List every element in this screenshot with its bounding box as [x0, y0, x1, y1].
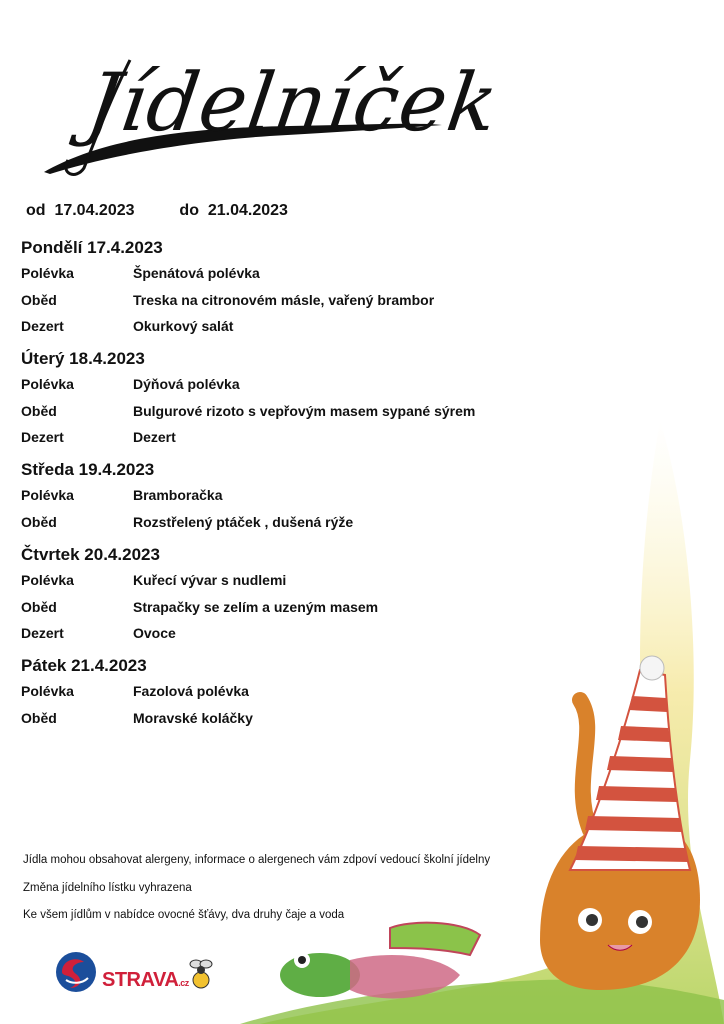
menu-row	[21, 287, 581, 314]
menu-dish: Fazolová polévka	[133, 683, 249, 699]
bee-icon	[186, 956, 216, 990]
page-title: Jídelníček	[81, 56, 505, 149]
menu-dish: Špenátová polévka	[133, 265, 260, 281]
menu-dish: Bulgurové rizoto s vepřovým masem sypané sýrem	[133, 402, 476, 419]
menu-dish: Dýňová polévka	[133, 376, 240, 392]
menu-dish: Okurkový salát	[133, 318, 234, 334]
menu-category: Dezert	[21, 429, 64, 445]
menu-category: Dezert	[21, 318, 64, 334]
menu-category: Polévka	[21, 683, 74, 699]
drinks-note: Ke všem jídlům v nabídce ovocné šťávy, dva druhy čaje a voda	[23, 909, 345, 921]
menu-category: Oběd	[21, 598, 57, 615]
menu-row	[21, 371, 581, 398]
day-title: Pondělí 17.4.2023	[21, 238, 163, 257]
strava-logo-icon	[54, 950, 98, 994]
menu-category: Polévka	[21, 265, 74, 281]
menu-row	[21, 313, 581, 340]
menu-category: Polévka	[21, 487, 74, 503]
menu-dish: Rozstřelený ptáček , dušená rýže	[133, 513, 354, 530]
menu-category: Oběd	[21, 402, 57, 419]
allergen-note: Jídla mohou obsahovat alergeny, informace o alergenech vám zdpoví vedoucí školní jídelny	[23, 854, 491, 866]
menu-title-lettering	[40, 40, 505, 190]
menu-category: Polévka	[21, 572, 74, 588]
range-from-date: 17.04.2023	[54, 202, 135, 219]
menu-category: Oběd	[21, 709, 57, 726]
range-to-date: 21.04.2023	[207, 202, 288, 219]
change-note: Změna jídelního lístku vyhrazena	[23, 881, 192, 894]
day-monday	[21, 236, 581, 340]
range-to-label: do	[179, 202, 199, 219]
menu-dish: Kuřecí vývar s nudlemi	[133, 572, 287, 588]
menu-dish: Strapačky se zelím a uzeným masem	[133, 598, 379, 615]
cat-illustration	[240, 400, 724, 1024]
range-from-label: od	[26, 202, 46, 219]
menu-row	[21, 260, 581, 287]
menu-category: Oběd	[21, 513, 57, 530]
menu-category: Dezert	[21, 625, 64, 641]
menu-category: Polévka	[21, 376, 74, 392]
menu-dish: Ovoce	[133, 625, 176, 641]
day-title: Pátek 21.4.2023	[21, 656, 147, 675]
menu-dish: Dezert	[133, 429, 176, 445]
day-title: Čtvrtek 20.4.2023	[21, 545, 160, 564]
strava-logo	[54, 950, 234, 1004]
day-title: Úterý 18.4.2023	[21, 349, 145, 368]
menu-category: Oběd	[21, 291, 57, 308]
menu-dish: Bramboračka	[133, 487, 223, 503]
menu-dish: Moravské koláčky	[133, 709, 253, 726]
date-range	[26, 202, 288, 220]
day-title: Středa 19.4.2023	[21, 460, 155, 479]
strava-logo-text: STRAVA.cz	[102, 969, 189, 991]
menu-dish: Treska na citronovém másle, vařený brambor	[133, 291, 435, 308]
